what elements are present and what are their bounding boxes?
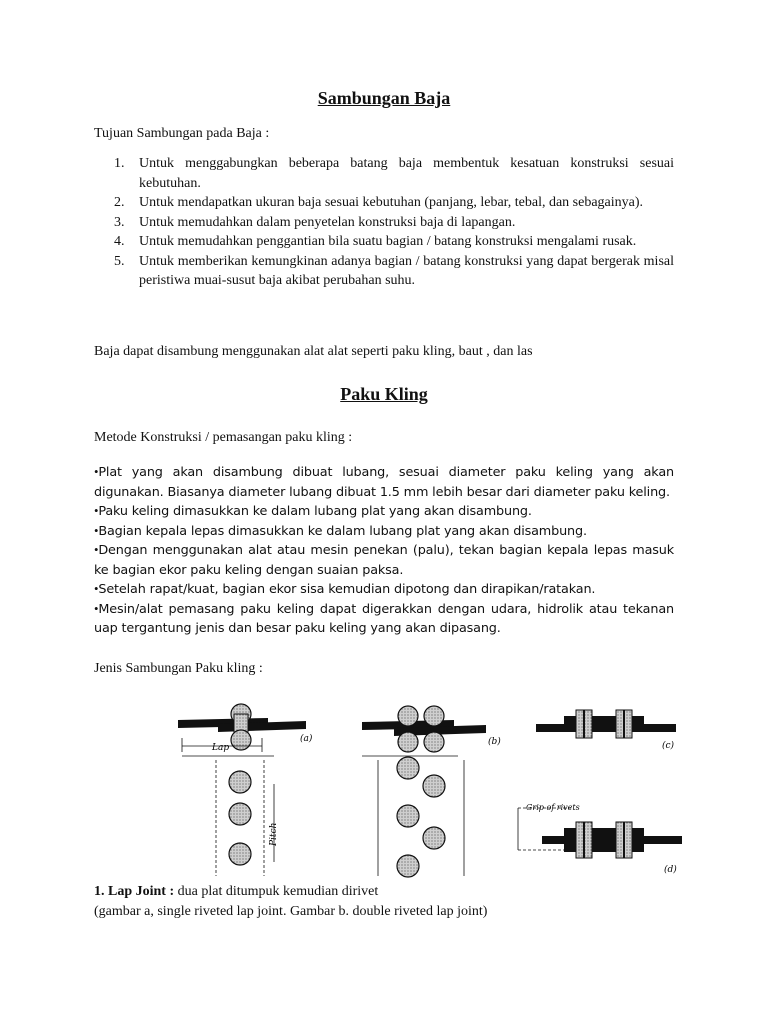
rivet-joint-figure <box>176 696 696 878</box>
label-d: (d) <box>664 865 677 875</box>
lap-joint-section <box>94 882 487 922</box>
lap-joint-desc: dua plat ditumpuk kemudian dirivet <box>174 884 379 899</box>
list-item: •Bagian kepala lepas dimasukkan ke dalam lubang plat yang akan disambung. <box>94 523 587 539</box>
pitch-label: Pitch <box>269 822 279 846</box>
list-item: •Dengan menggunakan alat atau mesin penekan (palu), tekan bagian kepala lepas masuk ke bagian ekor paku keling dengan suaian paksa. <box>94 543 674 578</box>
section-title: Paku Kling <box>340 384 428 404</box>
list-item: 5. Untuk memberikan kemungkinan adanya bagian / batang konstruksi yang dapat bergerak misal peristiwa muai-susut baja akibat perubahan suhu. <box>114 253 674 288</box>
joint-types-intro: Jenis Sambungan Paku kling : <box>94 661 263 676</box>
label-c: (c) <box>662 741 675 751</box>
diagram-b <box>362 706 501 877</box>
lap-joint-title: 1. Lap Joint : <box>94 884 175 899</box>
label-a: (a) <box>300 734 313 744</box>
bullet-icon: • <box>94 582 99 596</box>
diagram-a <box>178 704 313 876</box>
list-item: •Paku keling dimasukkan ke dalam lubang plat yang akan disambung. <box>94 504 532 519</box>
bullet-icon: • <box>94 465 99 479</box>
list-item: 1. Untuk menggabungkan beberapa batang baja membentuk kesatuan konstruksi sesuai kebutuhan. <box>114 156 674 191</box>
list-item: 2. Untuk mendapatkan ukuran baja sesuai kebutuhan (panjang, lebar, tebal, dan sebagainya). <box>114 195 644 210</box>
method-intro: Metode Konstruksi / pemasangan paku kling : <box>94 430 353 445</box>
label-b: (b) <box>488 737 501 747</box>
bullet-icon: • <box>94 523 99 538</box>
diagram-d <box>518 803 682 875</box>
goals-list <box>94 154 674 291</box>
bullet-icon: • <box>94 601 99 616</box>
grip-label: Grip of rivets <box>526 803 580 812</box>
bullet-icon: • <box>94 543 99 557</box>
lap-label: Lap <box>212 743 230 753</box>
page-title: Sambungan Baja <box>317 88 451 108</box>
diagram-c <box>536 710 676 751</box>
list-item: •Mesin/alat pemasang paku keling dapat digerakkan dengan udara, hidrolik atau tekanan uap tergantung jenis dan besar paku keling yang akan dipasang. <box>94 601 674 636</box>
joining-note: Baja dapat disambung menggunakan alat alat seperti paku kling, baut , dan las <box>94 344 533 359</box>
list-item: 4. Untuk memudahkan penggantian bila suatu bagian / batang konstruksi mengalami rusak. <box>114 234 637 249</box>
lap-joint-caption: (gambar a, single riveted lap joint. Gambar b. double riveted lap joint) <box>94 904 488 919</box>
list-item: •Plat yang akan disambung dibuat lubang, sesuai diameter paku keling yang akan digunakan. Biasanya diameter lubang dibuat 1.5 mm lebih besar dari diameter paku keling. <box>94 465 674 500</box>
method-steps <box>94 463 674 639</box>
list-item: •Setelah rapat/kuat, bagian ekor sisa kemudian dipotong dan dirapikan/ratakan. <box>94 582 596 597</box>
list-item: 3. Untuk memudahkan dalam penyetelan konstruksi baja di lapangan. <box>114 214 516 230</box>
bullet-icon: • <box>94 504 99 518</box>
intro-text: Tujuan Sambungan pada Baja : <box>94 126 270 141</box>
